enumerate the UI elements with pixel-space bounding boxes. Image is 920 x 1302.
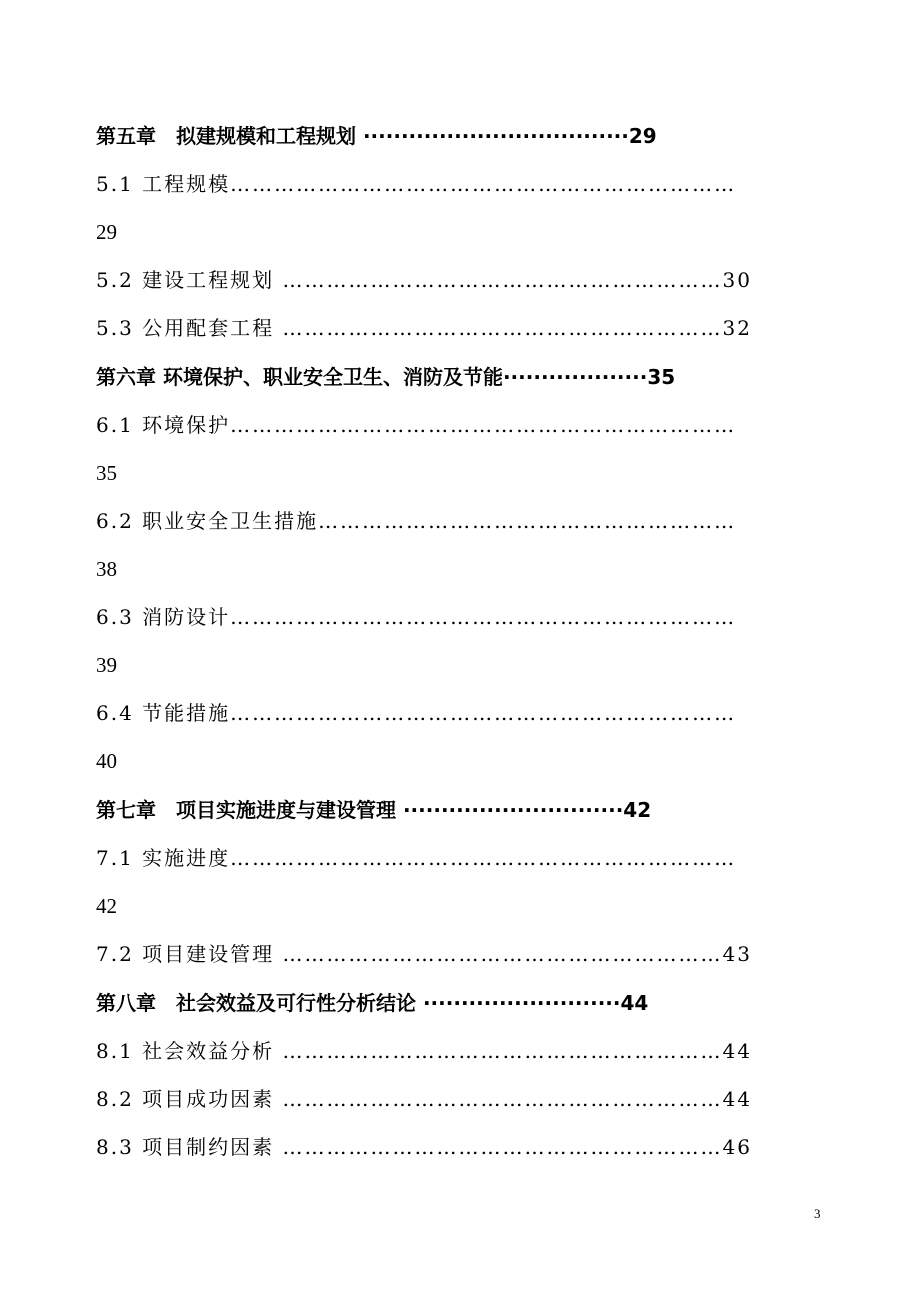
toc-section-6-3[interactable]: 6.3 消防设计……………………………………………………………	[96, 605, 737, 629]
toc-page-ref: 39	[96, 653, 117, 677]
toc-section-5-2[interactable]: 5.2 建设工程规划 ……………………………………………………30	[96, 268, 752, 292]
toc-chapter-6[interactable]: 第六章 环境保护、职业安全卫生、消防及节能···················35	[96, 365, 676, 389]
toc-page-ref: 38	[96, 557, 117, 581]
toc-section-5-3[interactable]: 5.3 公用配套工程 ……………………………………………………32	[96, 316, 752, 340]
toc-page-ref: 35	[96, 461, 117, 485]
toc-section-7-2[interactable]: 7.2 项目建设管理 ……………………………………………………43	[96, 942, 752, 966]
toc-section-6-2[interactable]: 6.2 职业安全卫生措施…………………………………………………	[96, 509, 737, 533]
toc-section-8-3[interactable]: 8.3 项目制约因素 ……………………………………………………46	[96, 1135, 752, 1159]
toc-section-7-1[interactable]: 7.1 实施进度……………………………………………………………	[96, 846, 737, 870]
toc-chapter-8[interactable]: 第八章 社会效益及可行性分析结论 ··························44	[96, 991, 649, 1015]
toc-section-8-2[interactable]: 8.2 项目成功因素 ……………………………………………………44	[96, 1087, 752, 1111]
toc-section-6-4[interactable]: 6.4 节能措施……………………………………………………………	[96, 701, 737, 725]
toc-section-6-1[interactable]: 6.1 环境保护……………………………………………………………	[96, 413, 737, 437]
toc-chapter-5[interactable]: 第五章 拟建规模和工程规划 ···································29	[96, 124, 657, 148]
toc-page-ref: 29	[96, 220, 117, 244]
toc-section-8-1[interactable]: 8.1 社会效益分析 ……………………………………………………44	[96, 1039, 752, 1063]
toc-page-ref: 40	[96, 749, 117, 773]
toc-chapter-7[interactable]: 第七章 项目实施进度与建设管理 ·····························42	[96, 798, 652, 822]
page-number: 3	[814, 1206, 821, 1221]
toc-page-ref: 42	[96, 894, 117, 918]
toc-section-5-1[interactable]: 5.1 工程规模……………………………………………………………	[96, 172, 737, 196]
